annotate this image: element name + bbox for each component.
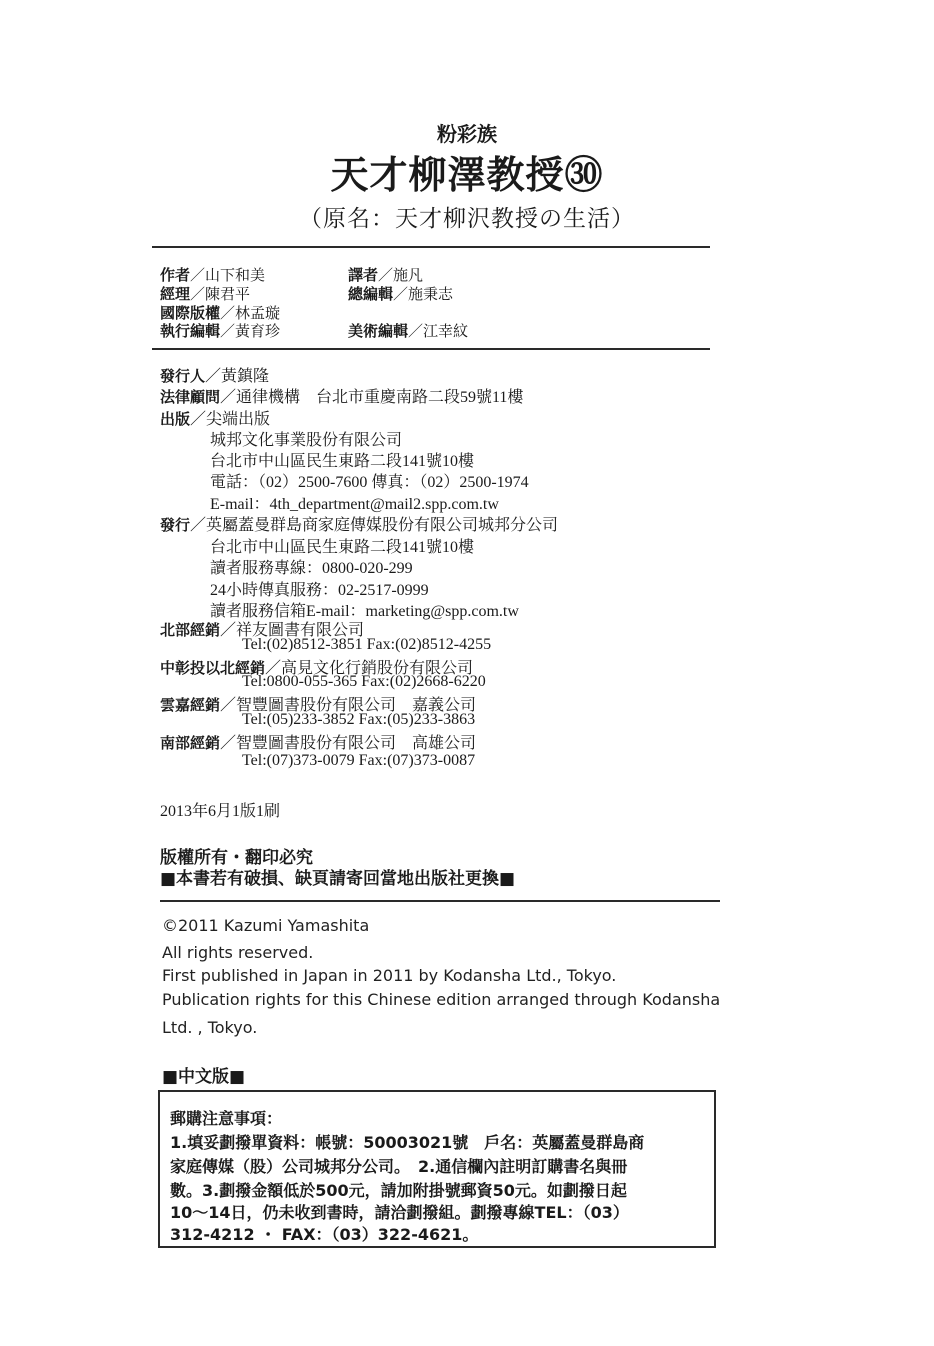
edition-info: 2013年6月1版1刷 (160, 803, 281, 820)
credit-chief-editor: 總編輯／施秉志 (348, 285, 454, 303)
credit-author: 作者／山下和美 (160, 266, 266, 284)
legal-advisor: 法律顧問／通律機構 台北市重慶南路二段59號11樓 (160, 388, 524, 406)
divider-credits (152, 348, 710, 350)
dealer-yunjia-tel: Tel:(05)233-3852 Fax:(05)233-3863 (242, 711, 476, 728)
original-title: （原名：天才柳沢教授の生活） (299, 206, 635, 232)
divider-top (152, 246, 710, 248)
publication-rights: Publication rights for this Chinese edition arranged through Kodansha (162, 990, 721, 1009)
publishing-house: 出版／尖端出版 (160, 410, 271, 428)
credit-manager: 經理／陳君平 (160, 285, 251, 303)
chinese-edition-label: ■中文版■ (162, 1067, 246, 1087)
book-title: 天才柳澤教授㉚ (330, 153, 604, 197)
divider-rights (160, 900, 720, 902)
mail-order-line: 10～14日，仍未收到書時，請洽劃撥組。劃撥專線TEL：（03） (170, 1203, 629, 1222)
dealer-north: 北部經銷／祥友圖書有限公司 (160, 621, 365, 639)
fax-service: 24小時傳真服務：02-2517-0999 (210, 582, 429, 599)
reader-service-email: 讀者服務信箱E-mail：marketing@spp.com.tw (210, 603, 519, 620)
rights-statement: 版權所有・翻印必究 (160, 848, 313, 868)
distribution: 發行／英屬蓋曼群島商家庭傳媒股份有限公司城邦分公司 (160, 516, 559, 534)
publishing-company: 城邦文化事業股份有限公司 (210, 432, 403, 449)
mail-order-line: 數。3.劃撥金額低於500元，請加附掛號郵資50元。如劃撥日起 (170, 1181, 627, 1200)
mail-order-line: 312-4212 ・ FAX：（03）322-4621。 (170, 1225, 479, 1244)
all-rights-reserved: All rights reserved. (162, 943, 314, 962)
dealer-yunjia: 雲嘉經銷／智豐圖書股份有限公司 嘉義公司 (160, 696, 477, 714)
credit-rights: 國際版權／林孟璇 (160, 304, 281, 322)
distribution-address: 台北市中山區民生東路二段141號10樓 (210, 539, 475, 556)
dealer-north-tel: Tel:(02)8512-3851 Fax:(02)8512-4255 (242, 636, 492, 653)
credit-art-editor: 美術編輯／江幸紋 (348, 322, 469, 340)
first-published: First published in Japan in 2011 by Kodansha Ltd., Tokyo. (162, 966, 617, 985)
publication-rights-cont: Ltd. , Tokyo. (162, 1018, 258, 1037)
mail-order-box (158, 1090, 716, 1248)
mail-order-heading: 郵購注意事項： (170, 1109, 283, 1128)
rights-notice: ■本書若有破損、缺頁請寄回當地出版社更換■ (160, 869, 516, 889)
credit-translator: 譯者／施凡 (348, 266, 424, 284)
mail-order-line: 1.填妥劃撥單資料：帳號：50003021號 戶名：英屬蓋曼群島商 (170, 1133, 645, 1152)
mail-order-line: 家庭傳媒（股）公司城邦分公司。 2.通信欄內註明訂購書名與冊 (170, 1157, 628, 1176)
dealer-south: 南部經銷／智豐圖書股份有限公司 高雄公司 (160, 734, 477, 752)
reader-service-line: 讀者服務專線：0800-020-299 (210, 560, 413, 577)
dealer-central-tel: Tel:0800-055-365 Fax:(02)2668-6220 (242, 673, 486, 690)
publisher-person: 發行人／黃鎮隆 (160, 367, 270, 385)
dealer-central: 中彰投以北經銷／高見文化行銷股份有限公司 (160, 659, 474, 677)
dealer-south-tel: Tel:(07)373-0079 Fax:(07)373-0087 (242, 752, 476, 769)
publishing-address: 台北市中山區民生東路二段141號10樓 (210, 453, 475, 470)
publishing-email: E-mail：4th_department@mail2.spp.com.tw (210, 496, 499, 513)
publishing-phone: 電話：（02）2500-7600 傳真：（02）2500-1974 (210, 474, 529, 491)
credit-executive-editor: 執行編輯／黃育珍 (160, 322, 281, 340)
copyright-line: ©2011 Kazumi Yamashita (162, 916, 370, 935)
series-name: 粉彩族 (437, 122, 497, 146)
